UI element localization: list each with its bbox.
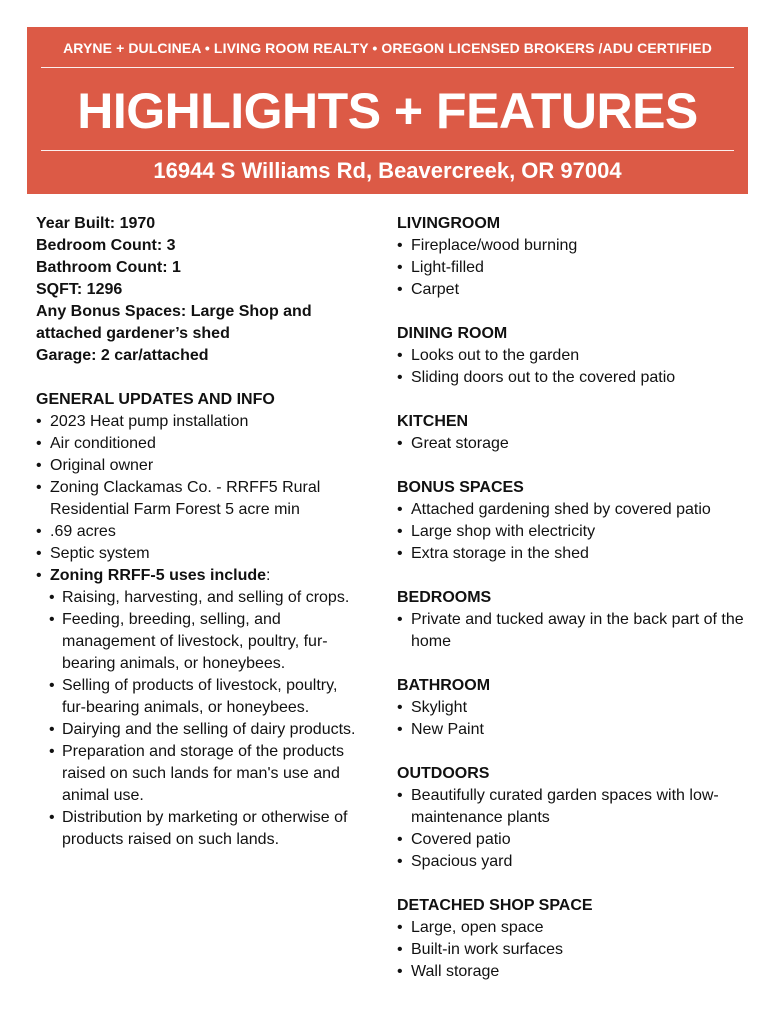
section-heading: OUTDOORS	[397, 765, 490, 782]
shop-list	[397, 917, 757, 983]
property-facts	[36, 213, 356, 367]
list-item: • Built-in work surfaces	[397, 939, 757, 961]
banner-divider-top	[41, 67, 734, 68]
section-kitchen	[397, 411, 757, 455]
list-item: • Feeding, breeding, selling, and management of livestock, poultry, fur-bearing animals, or honeybees.	[49, 609, 356, 675]
list-item: • Selling of products of livestock, poultry, fur-bearing animals, or honeybees.	[49, 675, 356, 719]
list-item: • Original owner	[36, 455, 356, 477]
section-general	[36, 389, 356, 851]
left-column	[36, 213, 356, 851]
section-bathroom	[397, 675, 757, 741]
section-heading: KITCHEN	[397, 413, 469, 430]
list-item: • Spacious yard	[397, 851, 757, 873]
list-item: • Carpet	[397, 279, 757, 301]
list-item: • Sliding doors out to the covered patio	[397, 367, 757, 389]
section-heading: BONUS SPACES	[397, 479, 524, 496]
list-item: • .69 acres	[36, 521, 356, 543]
list-item: • Extra storage in the shed	[397, 543, 757, 565]
header-banner	[27, 27, 748, 194]
outdoors-list	[397, 785, 757, 873]
fact-bonus-spaces: Any Bonus Spaces: Large Shop and attached gardener’s shed	[36, 303, 312, 342]
kitchen-list	[397, 433, 757, 455]
zoning-uses-colon: :	[266, 567, 271, 584]
list-item: • Raising, harvesting, and selling of crops.	[49, 587, 356, 609]
list-item: • New Paint	[397, 719, 757, 741]
banner-divider-bottom	[41, 150, 734, 151]
fact-bedrooms: Bedroom Count: 3	[36, 237, 176, 254]
zoning-uses-list	[36, 587, 356, 851]
list-item: • Light-filled	[397, 257, 757, 279]
fact-year-built: Year Built: 1970	[36, 215, 156, 232]
section-detached-shop	[397, 895, 757, 983]
section-outdoors	[397, 763, 757, 873]
page-title: HIGHLIGHTS + FEATURES	[77, 83, 698, 139]
bathroom-list	[397, 697, 757, 741]
list-item: • Skylight	[397, 697, 757, 719]
bedrooms-list	[397, 609, 757, 653]
zoning-uses-label: Zoning RRFF-5 uses include	[50, 567, 267, 584]
bonus-list	[397, 499, 757, 565]
list-item: • Fireplace/wood burning	[397, 235, 757, 257]
list-item: • Beautifully curated garden spaces with low-maintenance plants	[397, 785, 757, 829]
section-heading: BATHROOM	[397, 677, 491, 694]
list-item: • 2023 Heat pump installation	[36, 411, 356, 433]
list-item: • Distribution by marketing or otherwise of products raised on such lands.	[49, 807, 356, 851]
list-item: • Large, open space	[397, 917, 757, 939]
list-item: • Looks out to the garden	[397, 345, 757, 367]
list-item: • Septic system	[36, 543, 356, 565]
list-item: • Air conditioned	[36, 433, 356, 455]
fact-bathrooms: Bathroom Count: 1	[36, 259, 181, 276]
section-bedrooms	[397, 587, 757, 653]
property-address: 16944 S Williams Rd, Beavercreek, OR 97004	[153, 158, 622, 183]
list-item: • Covered patio	[397, 829, 757, 851]
section-dining-room	[397, 323, 757, 389]
list-item: • Private and tucked away in the back part of the home	[397, 609, 757, 653]
section-heading: DINING ROOM	[397, 325, 508, 342]
section-heading: GENERAL UPDATES AND INFO	[36, 391, 275, 408]
section-heading: LIVINGROOM	[397, 215, 501, 232]
section-bonus-spaces	[397, 477, 757, 565]
fact-garage: Garage: 2 car/attached	[36, 347, 209, 364]
list-item: • Great storage	[397, 433, 757, 455]
list-item: • Dairying and the selling of dairy products.	[49, 719, 356, 741]
section-heading: BEDROOMS	[397, 589, 492, 606]
broker-tagline: ARYNE + DULCINEA • LIVING ROOM REALTY • OREGON LICENSED BROKERS /ADU CERTIFIED	[63, 40, 712, 56]
list-item: • Attached gardening shed by covered patio	[397, 499, 757, 521]
fact-sqft: SQFT: 1296	[36, 281, 123, 298]
list-item-zoning-uses	[36, 565, 356, 587]
list-item: • Large shop with electricity	[397, 521, 757, 543]
dining-list	[397, 345, 757, 389]
livingroom-list	[397, 235, 757, 301]
right-column	[397, 213, 757, 983]
section-livingroom	[397, 213, 757, 301]
list-item: • Zoning Clackamas Co. - RRFF5 Rural Residential Farm Forest 5 acre min	[36, 477, 356, 521]
general-list	[36, 411, 356, 587]
section-heading: DETACHED SHOP SPACE	[397, 897, 593, 914]
list-item: • Wall storage	[397, 961, 757, 983]
list-item: • Preparation and storage of the products raised on such lands for man's use and animal use.	[49, 741, 356, 807]
